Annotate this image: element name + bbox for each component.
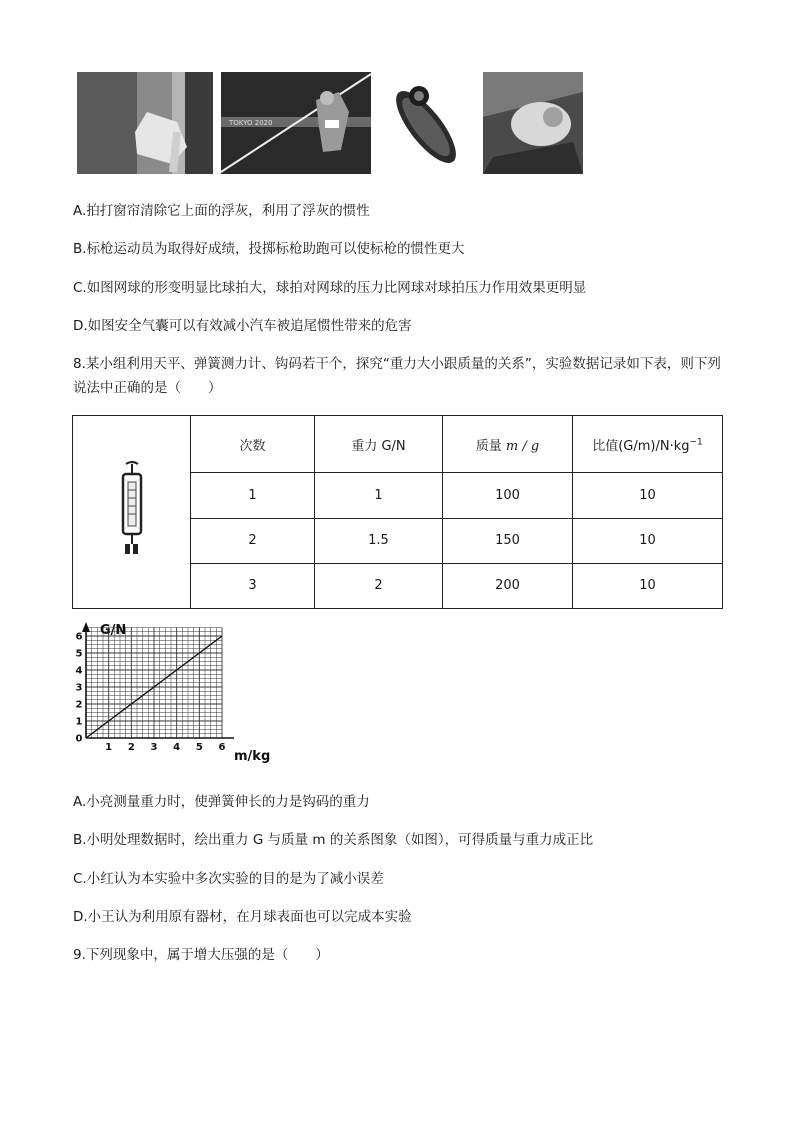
header-trial: 次数: [191, 416, 315, 473]
y-tick-label: 5: [75, 648, 83, 660]
x-tick-label: 4: [173, 742, 181, 753]
photo-curtain: [77, 72, 213, 174]
photo-airbag: [483, 72, 583, 174]
cell-mass: 200: [443, 563, 573, 608]
header-mass: [443, 416, 573, 473]
q9-stem: 9.下列现象中，属于增大压强的是（ ）: [73, 947, 329, 963]
y-tick-label: 6: [75, 631, 83, 643]
cell-gravity: 1: [315, 473, 443, 518]
y-tick-label: 0: [75, 733, 83, 745]
x-tick-label: 1: [105, 742, 113, 753]
cell-ratio: 10: [573, 473, 723, 518]
cell-ratio: 10: [573, 563, 723, 608]
table-header-row: [73, 416, 723, 473]
header-gravity: 重力 G/N: [315, 416, 443, 473]
q7-option-c: C.如图网球的形变明显比球拍大，球拍对网球的压力比网球对球拍压力作用效果更明显: [73, 280, 587, 296]
cell-trial: 2: [191, 518, 315, 563]
q8-option-a: A.小亮测量重力时，使弹簧伸长的力是钩码的重力: [73, 794, 370, 810]
x-tick-label: 6: [218, 742, 226, 753]
cell-ratio: 10: [573, 518, 723, 563]
cell-trial: 3: [191, 563, 315, 608]
y-axis-arrow: [82, 622, 90, 632]
header-mass-unit: m / g: [505, 438, 540, 454]
cell-gravity: 2: [315, 563, 443, 608]
svg-text:TOKYO 2020: TOKYO 2020: [229, 119, 273, 127]
photo-tennis: [381, 72, 475, 174]
cell-mass: 100: [443, 473, 573, 518]
q7-option-b: B.标枪运动员为取得好成绩，投掷标枪助跑可以使标枪的惯性更大: [73, 241, 465, 257]
header-mass-label: 质量: [475, 438, 502, 454]
x-tick-label: 2: [127, 742, 135, 753]
header-ratio-exp: −1: [689, 437, 703, 448]
q8-option-b: B.小明处理数据时，绘出重力 G 与质量 m 的关系图象（如图），可得质量与重力成正比: [73, 832, 594, 848]
spring-scale-icon: [112, 460, 152, 560]
header-ratio-label: 比值: [592, 438, 619, 454]
x-axis-label: m/kg: [234, 749, 271, 764]
y-axis-label: G/N: [100, 623, 127, 638]
cell-trial: 1: [191, 473, 315, 518]
y-tick-label: 4: [75, 665, 83, 677]
x-tick-label: 3: [150, 742, 158, 753]
q8-stem: 8.某小组利用天平、弹簧测力计、钩码若干个，探究“重力大小跟质量的关系”，实验数据记录如下表，则下列说法中正确的是（ ）: [73, 356, 721, 396]
cell-gravity: 1.5: [315, 518, 443, 563]
q7-option-d: D.如图安全气囊可以有效减小汽车被追尾惯性带来的危害: [73, 318, 412, 334]
cell-mass: 150: [443, 518, 573, 563]
spring-scale-image-cell: [73, 416, 191, 609]
y-tick-label: 3: [75, 682, 83, 694]
q7-option-a: A.拍打窗帘清除它上面的浮灰，利用了浮灰的惯性: [73, 203, 370, 219]
y-tick-label: 2: [75, 699, 83, 711]
g-m-graph: [70, 616, 280, 768]
data-table: [72, 415, 723, 609]
header-ratio-unit: (G/m)/N·kg: [618, 438, 690, 454]
x-tick-label: 5: [195, 742, 203, 753]
q8-option-d: D.小王认为利用原有器材，在月球表面也可以完成本实验: [73, 909, 412, 925]
y-tick-label: 1: [75, 716, 83, 728]
q8-option-c: C.小红认为本实验中多次实验的目的是为了减小误差: [73, 871, 384, 887]
photo-javelin: [221, 72, 371, 174]
g-m-chart: [70, 616, 280, 768]
header-ratio: [573, 416, 723, 473]
